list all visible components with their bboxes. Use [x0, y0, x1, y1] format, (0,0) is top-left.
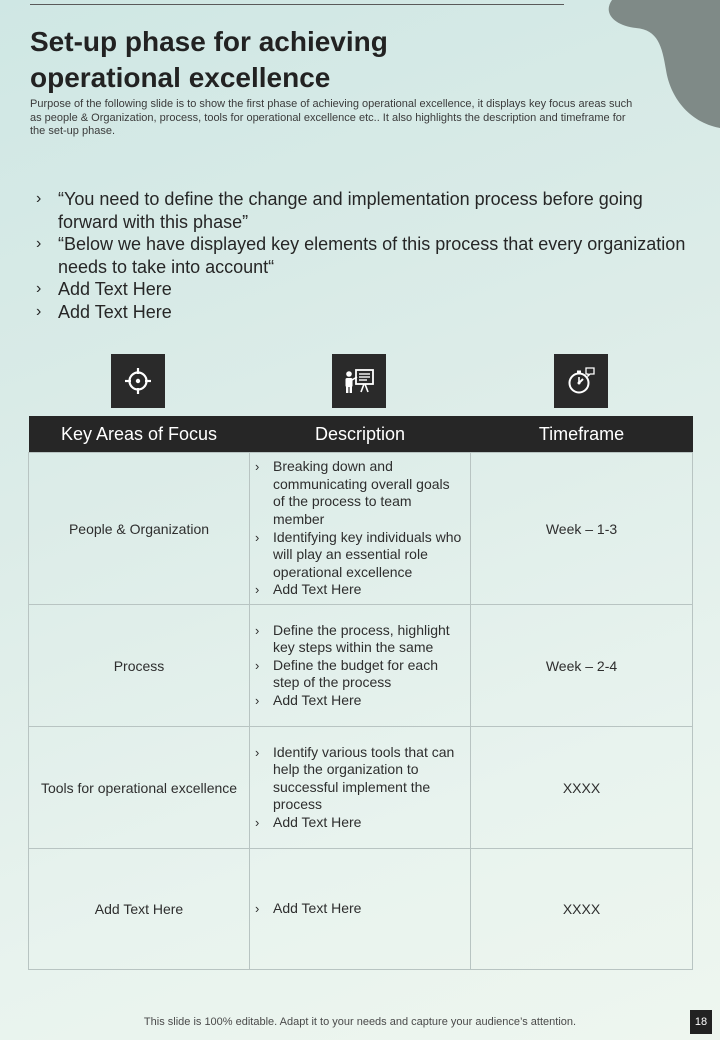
chevron-right-icon: › [255, 582, 260, 598]
description-item: › Identifying key individuals who will play an essential role operational excellence [255, 528, 462, 580]
table-row [29, 605, 693, 727]
bullet-item: › Add Text Here [36, 279, 172, 299]
description-cell [250, 849, 471, 970]
timeframe-cell: Week – 1-3 [471, 453, 693, 605]
bullet-item: › “You need to define the change and implementation process before going forward with this phase” [36, 189, 643, 232]
target-icon [111, 354, 165, 408]
bullet-list [36, 188, 686, 323]
column-header: Description [250, 416, 471, 453]
table-header-row [29, 416, 693, 453]
chevron-right-icon: › [255, 529, 260, 545]
bullet-item: › “Below we have displayed key elements of this process that every organization needs to take into account“ [36, 234, 686, 277]
description-item: › Define the budget for each step of the process [255, 656, 439, 691]
description-cell [250, 727, 471, 849]
chevron-right-icon: › [255, 622, 260, 638]
chevron-right-icon: › [36, 302, 42, 320]
table-row [29, 453, 693, 605]
chevron-right-icon: › [255, 901, 260, 917]
description-item: › Add Text Here [255, 691, 362, 708]
footer-note: This slide is 100% editable. Adapt it to your needs and capture your audience’s attention. [143, 1016, 577, 1028]
stopwatch-icon [554, 354, 608, 408]
area-cell: Tools for operational excellence [29, 727, 250, 849]
timeframe-cell: Week – 2-4 [471, 605, 693, 727]
chevron-right-icon: › [255, 459, 260, 475]
column-header: Key Areas of Focus [29, 416, 250, 453]
area-cell: Add Text Here [29, 849, 250, 970]
chevron-right-icon: › [255, 744, 260, 760]
chevron-right-icon: › [36, 190, 42, 207]
description-item: › Add Text Here [255, 581, 362, 598]
table-row [29, 727, 693, 849]
bullet-item: › Add Text Here [36, 301, 172, 322]
description-cell [250, 453, 471, 605]
chevron-right-icon: › [255, 692, 260, 708]
top-divider-line [30, 4, 564, 5]
page-number: 18 [690, 1010, 712, 1034]
area-cell: Process [29, 605, 250, 727]
page-title: Set-up phase for achieving operational excellence [30, 26, 388, 93]
presentation-icon [332, 354, 386, 408]
table-row [29, 849, 693, 970]
focus-table [28, 416, 693, 970]
chevron-right-icon: › [255, 814, 260, 830]
description-item: › Breaking down and communicating overall goals of the process to team member [255, 458, 450, 527]
description-item: › Add Text Here [255, 900, 362, 917]
timeframe-cell: XXXX [471, 849, 693, 970]
page-subtitle: Purpose of the following slide is to show the first phase of achieving operational excellence, it displays key focus areas such as people & Organization, process, tools for operational excellence etc.. It also highlights the description and timeframe for the set-up phase. [30, 98, 633, 137]
area-cell: People & Organization [29, 453, 250, 605]
description-item: › Define the process, highlight key steps within the same [255, 621, 450, 656]
timeframe-cell: XXXX [471, 727, 693, 849]
chevron-right-icon: › [255, 657, 260, 673]
chevron-right-icon: › [36, 235, 42, 252]
column-header: Timeframe [471, 416, 693, 453]
description-cell [250, 605, 471, 727]
chevron-right-icon: › [36, 280, 42, 297]
description-item: › Add Text Here [255, 813, 362, 830]
description-item: › Identify various tools that can help the organization to successful implement the process [255, 743, 455, 813]
